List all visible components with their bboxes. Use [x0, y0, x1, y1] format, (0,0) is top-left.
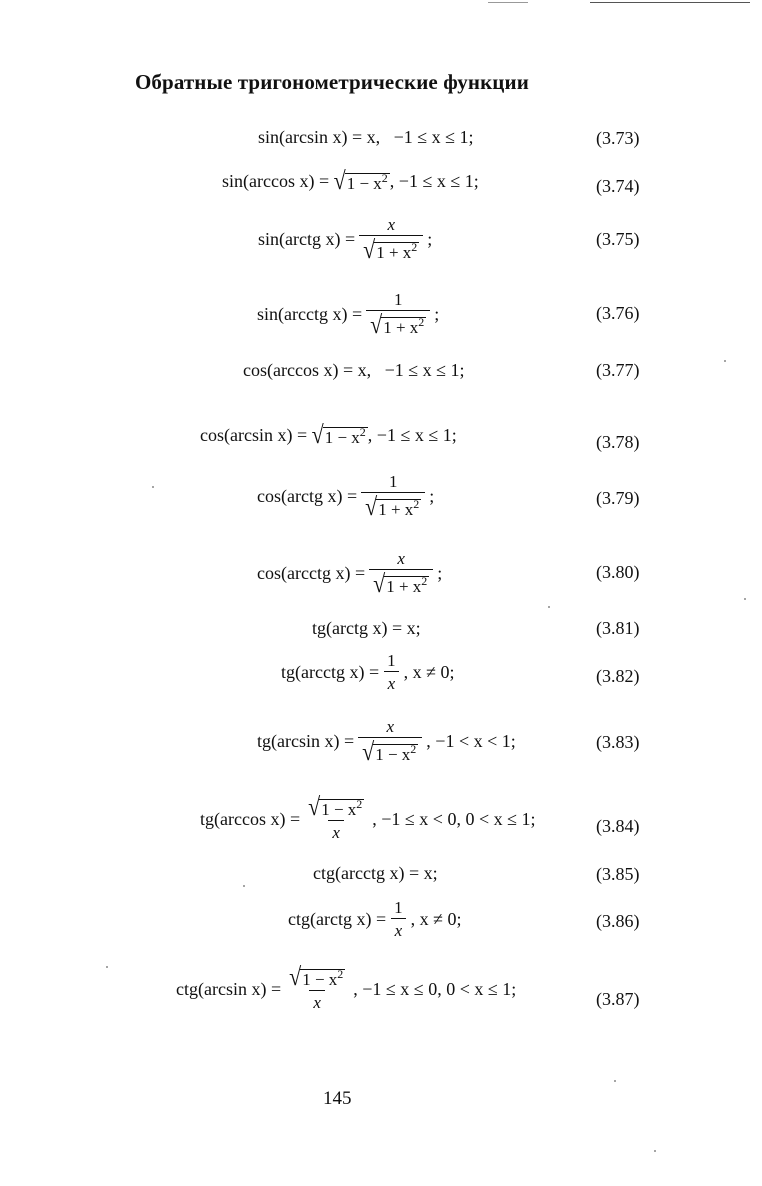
equation-condition: , −1 ≤ x ≤ 1;	[367, 425, 457, 445]
equation-condition: ;	[437, 562, 443, 583]
equation-3-75	[258, 215, 433, 264]
equation-number: (3.78)	[596, 432, 640, 452]
equation-condition: , −1 < x < 1;	[426, 730, 516, 751]
numerator: x	[397, 549, 405, 568]
numerator: 1	[394, 898, 403, 917]
equation-condition: , x ≠ 0;	[403, 662, 455, 682]
scan-speck	[654, 1150, 656, 1152]
exponent: 2	[337, 967, 344, 981]
equation-lhs: ctg(arcctg x) = x;	[313, 863, 438, 883]
fraction	[359, 215, 423, 264]
fraction	[285, 962, 349, 1012]
scan-speck	[106, 966, 108, 968]
radicand: 1 + x	[383, 318, 419, 337]
equation-number: (3.83)	[596, 732, 640, 752]
equation-3-80	[257, 549, 443, 598]
exponent: 2	[413, 497, 420, 511]
fraction	[369, 549, 433, 598]
equation-lhs: ctg(arctg x) =	[288, 909, 387, 929]
equation-3-77	[243, 361, 465, 379]
scan-speck	[548, 606, 550, 608]
scan-speck	[744, 598, 746, 600]
numerator: x	[386, 717, 394, 736]
equation-3-82	[281, 652, 455, 692]
radicand: 1 + x	[376, 243, 412, 262]
fraction	[361, 472, 425, 521]
equation-condition: ;	[429, 485, 435, 506]
equation-condition: −1 ≤ x ≤ 1;	[393, 127, 474, 147]
section-title: Обратные тригонометрические функции	[135, 70, 529, 94]
radical-sign-icon: √	[370, 310, 383, 339]
top-edge-rule-short	[488, 2, 528, 3]
equation-lhs: cos(arcctg x) =	[257, 562, 366, 583]
equation-lhs: tg(arctg x) = x;	[312, 618, 421, 638]
equation-3-76	[257, 290, 440, 339]
fraction	[390, 899, 407, 939]
numerator: 1	[388, 472, 398, 491]
denominator: x	[394, 921, 403, 940]
numerator: 1	[387, 651, 396, 670]
equation-number: (3.77)	[596, 360, 640, 380]
radical-sign-icon: √	[365, 492, 378, 521]
exponent: 2	[418, 315, 425, 329]
numerator: x	[387, 215, 395, 234]
equation-number: (3.80)	[596, 562, 640, 582]
fraction	[366, 290, 430, 339]
denominator: x	[332, 823, 340, 842]
equation-lhs: cos(arcsin x) =	[200, 425, 308, 445]
equation-3-81	[312, 619, 421, 637]
equation-3-74	[222, 166, 479, 195]
radicand: 1 − x	[346, 174, 382, 193]
equation-3-86	[288, 899, 462, 939]
equation-lhs: tg(arcctg x) =	[281, 662, 380, 682]
equation-number: (3.75)	[596, 229, 640, 249]
denominator: x	[387, 674, 396, 693]
radical-sign-icon: √	[333, 166, 346, 195]
equation-3-85	[313, 864, 438, 882]
equation-condition: ;	[427, 228, 433, 249]
equation-number: (3.82)	[596, 666, 640, 686]
scan-speck	[152, 486, 154, 488]
square-root	[311, 420, 368, 449]
equation-number: (3.85)	[596, 864, 640, 884]
equation-3-73	[258, 128, 474, 146]
denominator: x	[313, 993, 321, 1012]
equation-number: (3.84)	[596, 816, 640, 836]
equation-lhs: sin(arctg x) =	[258, 228, 356, 249]
equation-3-79	[257, 472, 435, 521]
radical-sign-icon: √	[363, 235, 376, 264]
equation-condition: ;	[434, 303, 440, 324]
exponent: 2	[381, 171, 388, 185]
equation-3-84	[200, 792, 536, 842]
exponent: 2	[421, 574, 428, 588]
equation-number: (3.81)	[596, 618, 640, 638]
numerator: 1	[393, 290, 403, 309]
equation-lhs: sin(arcctg x) =	[257, 303, 363, 324]
top-edge-rule	[590, 2, 750, 3]
scan-speck	[614, 1080, 616, 1082]
exponent: 2	[410, 742, 417, 756]
equation-lhs: sin(arccos x) =	[222, 171, 330, 191]
equation-condition: , −1 ≤ x < 0, 0 < x ≤ 1;	[372, 808, 536, 829]
radicand: 1 + x	[386, 577, 422, 596]
scan-speck	[243, 885, 245, 887]
scan-speck	[724, 360, 726, 362]
equation-3-78	[200, 420, 457, 449]
radicand: 1 − x	[321, 800, 357, 819]
equation-lhs: tg(arccos x) =	[200, 808, 301, 829]
equation-lhs: sin(arcsin x) = x,	[258, 127, 381, 147]
exponent: 2	[359, 425, 366, 439]
radical-sign-icon: √	[308, 792, 321, 821]
radical-sign-icon: √	[373, 569, 386, 598]
exponent: 2	[356, 797, 363, 811]
radicand: 1 − x	[324, 428, 360, 447]
equation-number: (3.86)	[596, 911, 640, 931]
fraction	[304, 792, 368, 842]
radicand: 1 − x	[302, 970, 338, 989]
equation-number: (3.76)	[596, 303, 640, 323]
equation-number: (3.79)	[596, 488, 640, 508]
equation-condition: , −1 ≤ x ≤ 0, 0 < x ≤ 1;	[353, 978, 517, 999]
radicand: 1 − x	[375, 745, 411, 764]
radical-sign-icon: √	[362, 737, 375, 766]
equation-condition: , −1 ≤ x ≤ 1;	[389, 171, 479, 191]
fraction	[383, 652, 400, 692]
equation-3-83	[257, 717, 516, 766]
exponent: 2	[411, 240, 418, 254]
radicand: 1 + x	[378, 500, 414, 519]
equation-condition: −1 ≤ x ≤ 1;	[384, 360, 465, 380]
equation-lhs: tg(arcsin x) =	[257, 730, 355, 751]
equation-3-87	[176, 962, 517, 1012]
page-number: 145	[323, 1088, 352, 1109]
square-root	[333, 166, 390, 195]
equation-number: (3.74)	[596, 176, 640, 196]
equation-number: (3.87)	[596, 989, 640, 1009]
equation-lhs: cos(arccos x) = x,	[243, 360, 372, 380]
fraction	[358, 717, 422, 766]
equation-lhs: cos(arctg x) =	[257, 485, 358, 506]
equation-lhs: ctg(arcsin x) =	[176, 978, 282, 999]
radical-sign-icon: √	[289, 962, 302, 991]
equation-number: (3.73)	[596, 128, 640, 148]
radical-sign-icon: √	[311, 420, 324, 449]
equation-condition: , x ≠ 0;	[410, 909, 462, 929]
